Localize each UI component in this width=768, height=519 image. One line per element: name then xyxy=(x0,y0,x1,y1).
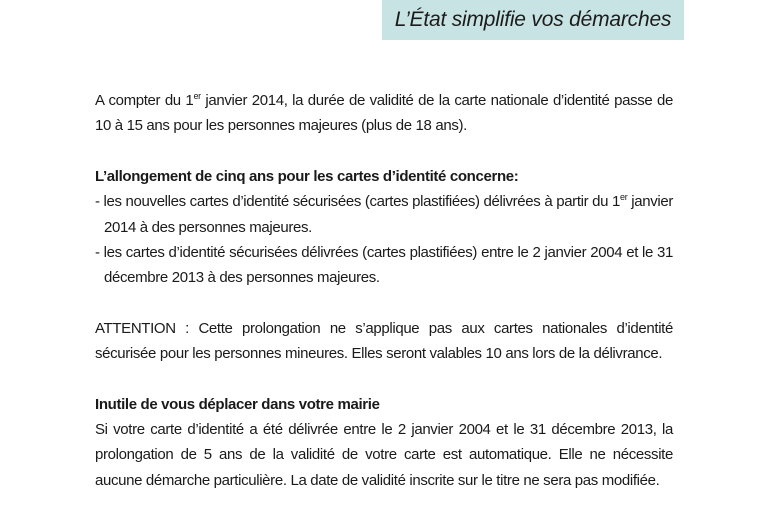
bullet1-text-start: - les nouvelles cartes d’identité sécurisées (cartes plastifiées) délivrées à partir du 1 xyxy=(95,193,621,211)
intro-superscript: er xyxy=(193,91,201,101)
mairie-paragraph: Si votre carte d’identité a été délivrée entre le 2 janvier 2004 et le 31 décembre 2013, la prolongation de 5 ans de la validité de votre carte est automatique. Elle ne nécessite aucune démarche particulière. La date de validité inscrite sur le titre ne sera pas modifiée. xyxy=(95,421,673,489)
intro-text-start: A compter du 1 xyxy=(95,92,194,109)
spacer xyxy=(95,139,673,164)
extension-bullet-existing-cards: - les cartes d’identité sécurisées délivrées (cartes plastifiées) entre le 2 janvier 2004 et le 31 décembre 2013 à des personnes majeures. xyxy=(95,244,673,287)
bullet1-text-end: janvier 2014 à des personnes majeures. xyxy=(104,193,673,236)
spacer xyxy=(95,291,673,316)
document-body xyxy=(95,88,673,493)
extension-heading: L’allongement de cinq ans pour les cartes d’identité concerne: xyxy=(95,167,519,185)
intro-text-end: janvier 2014, la durée de validité de la carte nationale d’identité passe de 10 à 15 ans pour les personnes majeures (plus de 18 ans). xyxy=(95,92,674,135)
attention-paragraph: ATTENTION : Cette prolongation ne s’applique pas aux cartes nationales d’identité sécurisée pour les personnes mineures. Elles seront valables 10 ans lors de la délivrance. xyxy=(95,319,673,363)
mairie-heading: Inutile de vous déplacer dans votre mairie xyxy=(95,395,380,413)
spacer xyxy=(95,367,673,392)
banner-title: L’État simplifie vos démarches xyxy=(394,8,672,31)
section-banner xyxy=(382,0,684,40)
extension-bullet-new-cards xyxy=(95,189,673,240)
bullet1-superscript: er xyxy=(620,192,628,203)
intro-paragraph xyxy=(95,88,673,139)
